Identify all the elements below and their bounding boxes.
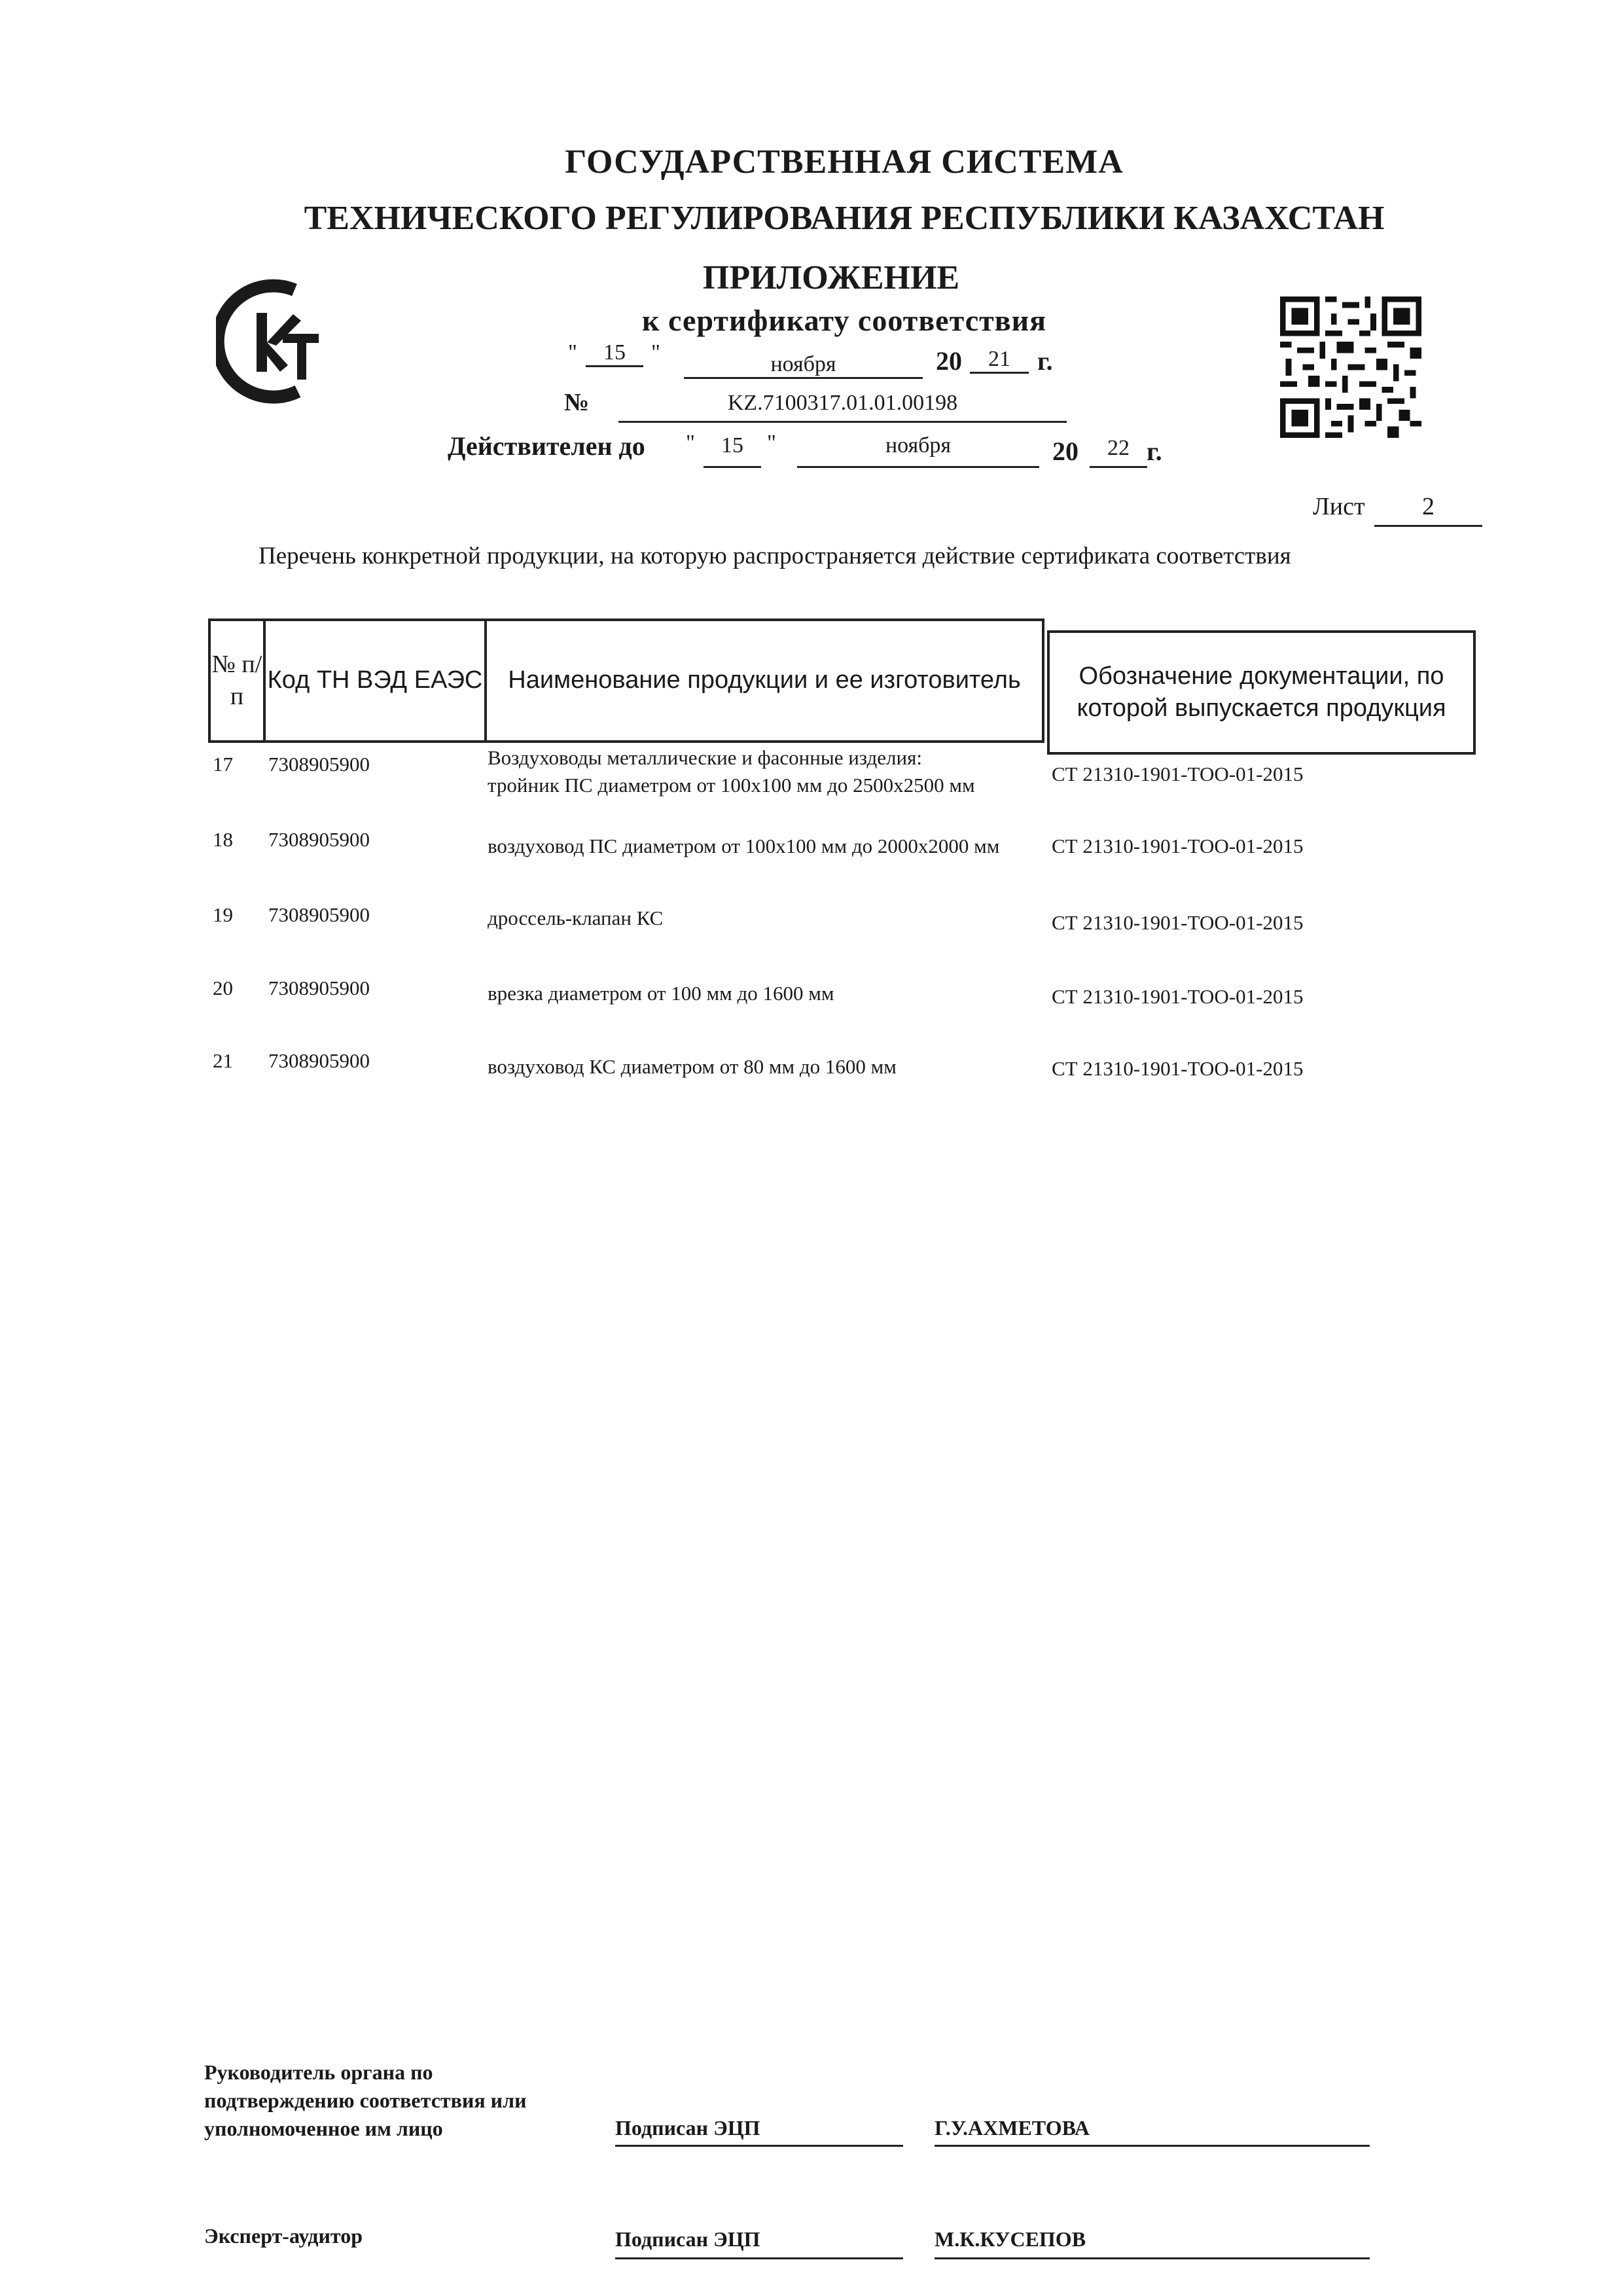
issue-date-year: 21 (970, 347, 1029, 374)
valid-until-suffix: г. (1147, 437, 1162, 466)
head-role (204, 2058, 527, 2144)
head-role-line-1: Руководитель органа по (204, 2060, 433, 2084)
row-code: 7308905900 (268, 977, 370, 999)
row-code: 7308905900 (268, 753, 370, 776)
qr-code-icon (1280, 295, 1421, 440)
head-name: Г.У.АХМЕТОВА (935, 2114, 1370, 2147)
row-documentation: СТ 21310-1901-ТОО-01-2015 (1052, 985, 1304, 1008)
kz-logo-icon (216, 274, 334, 404)
expert-signature: Подписан ЭЦП (615, 2225, 903, 2259)
row-number: 19 (213, 903, 233, 926)
valid-until-month: ноября (797, 433, 1039, 468)
head-role-line-3: уполномоченное им лицо (204, 2117, 443, 2141)
valid-until-century: 20 (1052, 437, 1079, 466)
header-documentation: Обозначение документации, по которой выпускается продукция (1047, 630, 1476, 755)
header-product-name: Наименование продукции и ее изготовитель (484, 619, 1044, 743)
row-product-name: воздуховод КС диаметром от 80 мм до 1600 мм (488, 1055, 897, 1078)
row-documentation: СТ 21310-1901-ТОО-01-2015 (1052, 762, 1304, 785)
row-product-name: дроссель-клапан КС (488, 906, 664, 929)
row-product-name: врезка диаметром от 100 мм до 1600 мм (488, 982, 834, 1005)
certificate-number: KZ.7100317.01.01.00198 (618, 391, 1067, 423)
row-number: 18 (213, 828, 233, 851)
expert-role: Эксперт-аудитор (204, 2224, 363, 2248)
row-code: 7308905900 (268, 1049, 370, 1072)
header-number: № п/п (208, 619, 266, 743)
valid-until-day: 15 (704, 433, 761, 468)
row-documentation: СТ 21310-1901-ТОО-01-2015 (1052, 834, 1304, 857)
row-code: 7308905900 (268, 903, 370, 926)
header-line-2: ТЕХНИЧЕСКОГО РЕГУЛИРОВАНИЯ РЕСПУБЛИКИ КАЗАХСТАН (304, 200, 1385, 237)
product-list-title: Перечень конкретной продукции, на которую распространяется действие сертификата соответствия (259, 543, 1291, 569)
row-product-name: Воздуховоды металлические и фасонные изделия: (488, 746, 922, 769)
row-documentation: СТ 21310-1901-ТОО-01-2015 (1052, 1057, 1304, 1080)
head-role-line-2: подтверждению соответствия или (204, 2089, 527, 2113)
issue-date-day: 15 (586, 340, 643, 367)
row-number: 17 (213, 753, 233, 776)
row-product-name-cont: тройник ПС диаметром от 100х100 мм до 2500х2500 мм (488, 774, 975, 797)
sheet-number: 2 (1374, 492, 1482, 527)
certificate-number-label: № (564, 389, 590, 416)
issue-date-century: 20 (936, 346, 962, 376)
row-product-name: воздуховод ПС диаметром от 100х100 мм до 2000х2000 мм (488, 834, 1000, 857)
issue-date-suffix: г. (1037, 346, 1053, 376)
row-number: 20 (213, 977, 233, 999)
issue-date-quote-close: " (651, 340, 660, 365)
sheet-label: Лист (1313, 493, 1365, 520)
appendix-title: ПРИЛОЖЕНИЕ (702, 259, 960, 296)
head-signature: Подписан ЭЦП (615, 2114, 903, 2147)
issue-date-quote-open: " (568, 340, 577, 365)
valid-until-quote-close: " (767, 431, 776, 455)
header-line-1: ГОСУДАРСТВЕННАЯ СИСТЕМА (565, 143, 1124, 181)
appendix-subtitle: к сертификату соответствия (642, 304, 1046, 337)
header-code: Код ТН ВЭД ЕАЭС (263, 619, 487, 743)
product-table-header (208, 619, 1476, 749)
row-documentation: СТ 21310-1901-ТОО-01-2015 (1052, 911, 1304, 934)
expert-name: М.К.КУСЕПОВ (935, 2225, 1370, 2259)
valid-until-year: 22 (1090, 436, 1147, 468)
valid-until-quote-open: " (686, 431, 695, 455)
issue-date-month: ноября (684, 352, 923, 379)
valid-until-label: Действителен до (448, 431, 645, 461)
row-number: 21 (213, 1049, 233, 1072)
row-code: 7308905900 (268, 828, 370, 851)
